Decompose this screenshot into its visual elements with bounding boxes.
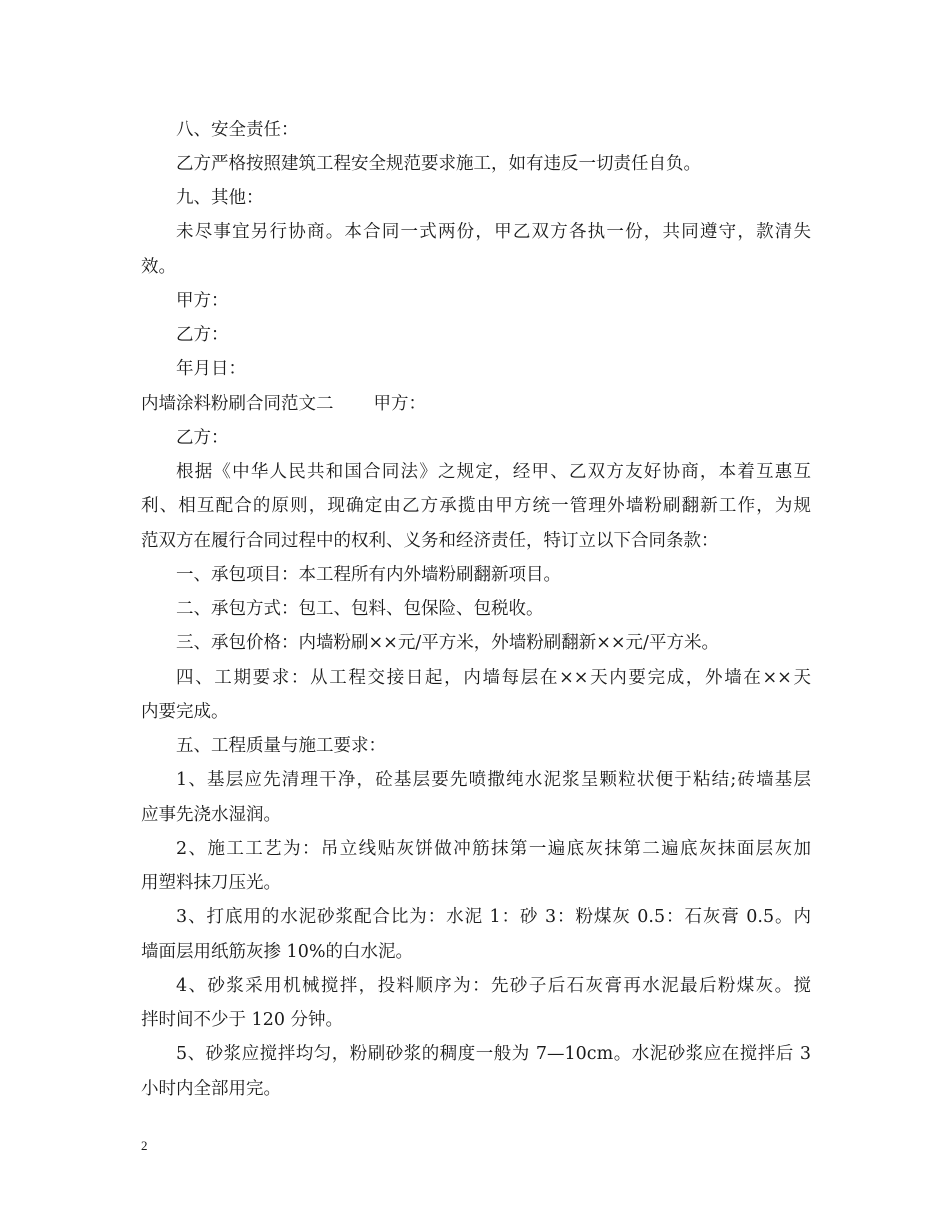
clause-item: 五、工程质量与施工要求： — [176, 736, 386, 756]
signature-party-b: 乙方： — [176, 325, 229, 345]
section-heading-safety: 八、安全责任： — [176, 120, 299, 140]
paragraph-line: 小时内全部用完。 — [141, 1079, 281, 1099]
paragraph-line: 内要完成。 — [141, 702, 229, 722]
paragraph-line: 利、相互配合的原则，现确定由乙方承揽由甲方统一管理外墙粉刷翻新工作，为规 — [141, 496, 811, 516]
clause-item: 3、打底用的水泥砂浆配合比为：水泥 1：砂 3：粉煤灰 0.5：石灰膏 0.5。内 — [176, 907, 811, 927]
paragraph-line: 应事先浇水湿润。 — [141, 805, 281, 825]
paragraph-line: 用塑料抹刀压光。 — [141, 873, 281, 893]
signature-party-a: 甲方： — [176, 291, 229, 311]
clause-item: 四、工期要求：从工程交接日起，内墙每层在××天内要完成，外墙在××天 — [176, 668, 811, 688]
paragraph-line: 未尽事宜另行协商。本合同一式两份，甲乙双方各执一份，共同遵守，款清失 — [176, 222, 811, 242]
paragraph-line: 效。 — [141, 257, 176, 277]
clause-item: 5、砂浆应搅拌均匀，粉刷砂浆的稠度一般为 7—10cm。水泥砂浆应在搅拌后 3 — [176, 1044, 811, 1064]
paragraph-line: 墙面层用纸筋灰掺 10%的白水泥。 — [141, 942, 413, 962]
clause-item: 二、承包方式：包工、包料、包保险、包税收。 — [176, 599, 544, 619]
party-b-label: 乙方： — [176, 428, 229, 448]
clause-item: 4、砂浆采用机械搅拌，投料顺序为：先砂子后石灰膏再水泥最后粉煤灰。搅 — [176, 976, 811, 996]
party-a-label: 甲方： — [373, 394, 426, 414]
clause-item: 2、施工工艺为：吊立线贴灰饼做冲筋抹第一遍底灰抹第二遍底灰抹面层灰加 — [176, 839, 811, 859]
clause-item: 一、承包项目：本工程所有内外墙粉刷翻新项目。 — [176, 565, 561, 585]
document-title: 内墙涂料粉刷合同范文二 — [141, 394, 334, 414]
section-heading-other: 九、其他： — [176, 188, 264, 208]
paragraph-line: 根据《中华人民共和国合同法》之规定，经甲、乙双方友好协商，本着互惠互 — [176, 462, 811, 482]
paragraph-line: 范双方在履行合同过程中的权利、义务和经济责任，特订立以下合同条款： — [141, 531, 719, 551]
paragraph-line: 拌时间不少于 120 分钟。 — [141, 1010, 344, 1030]
clause-item: 三、承包价格：内墙粉刷××元/平方米，外墙粉刷翻新××元/平方米。 — [176, 633, 719, 653]
paragraph-line: 乙方严格按照建筑工程安全规范要求施工，如有违反一切责任自负。 — [176, 154, 701, 174]
document-title-line — [141, 393, 426, 415]
page-number: 2 — [141, 1138, 148, 1153]
clause-item: 1、基层应先清理干净，砼基层要先喷撒纯水泥浆呈颗粒状便于粘结;砖墙基层 — [176, 770, 811, 790]
signature-date: 年月日： — [176, 359, 246, 379]
